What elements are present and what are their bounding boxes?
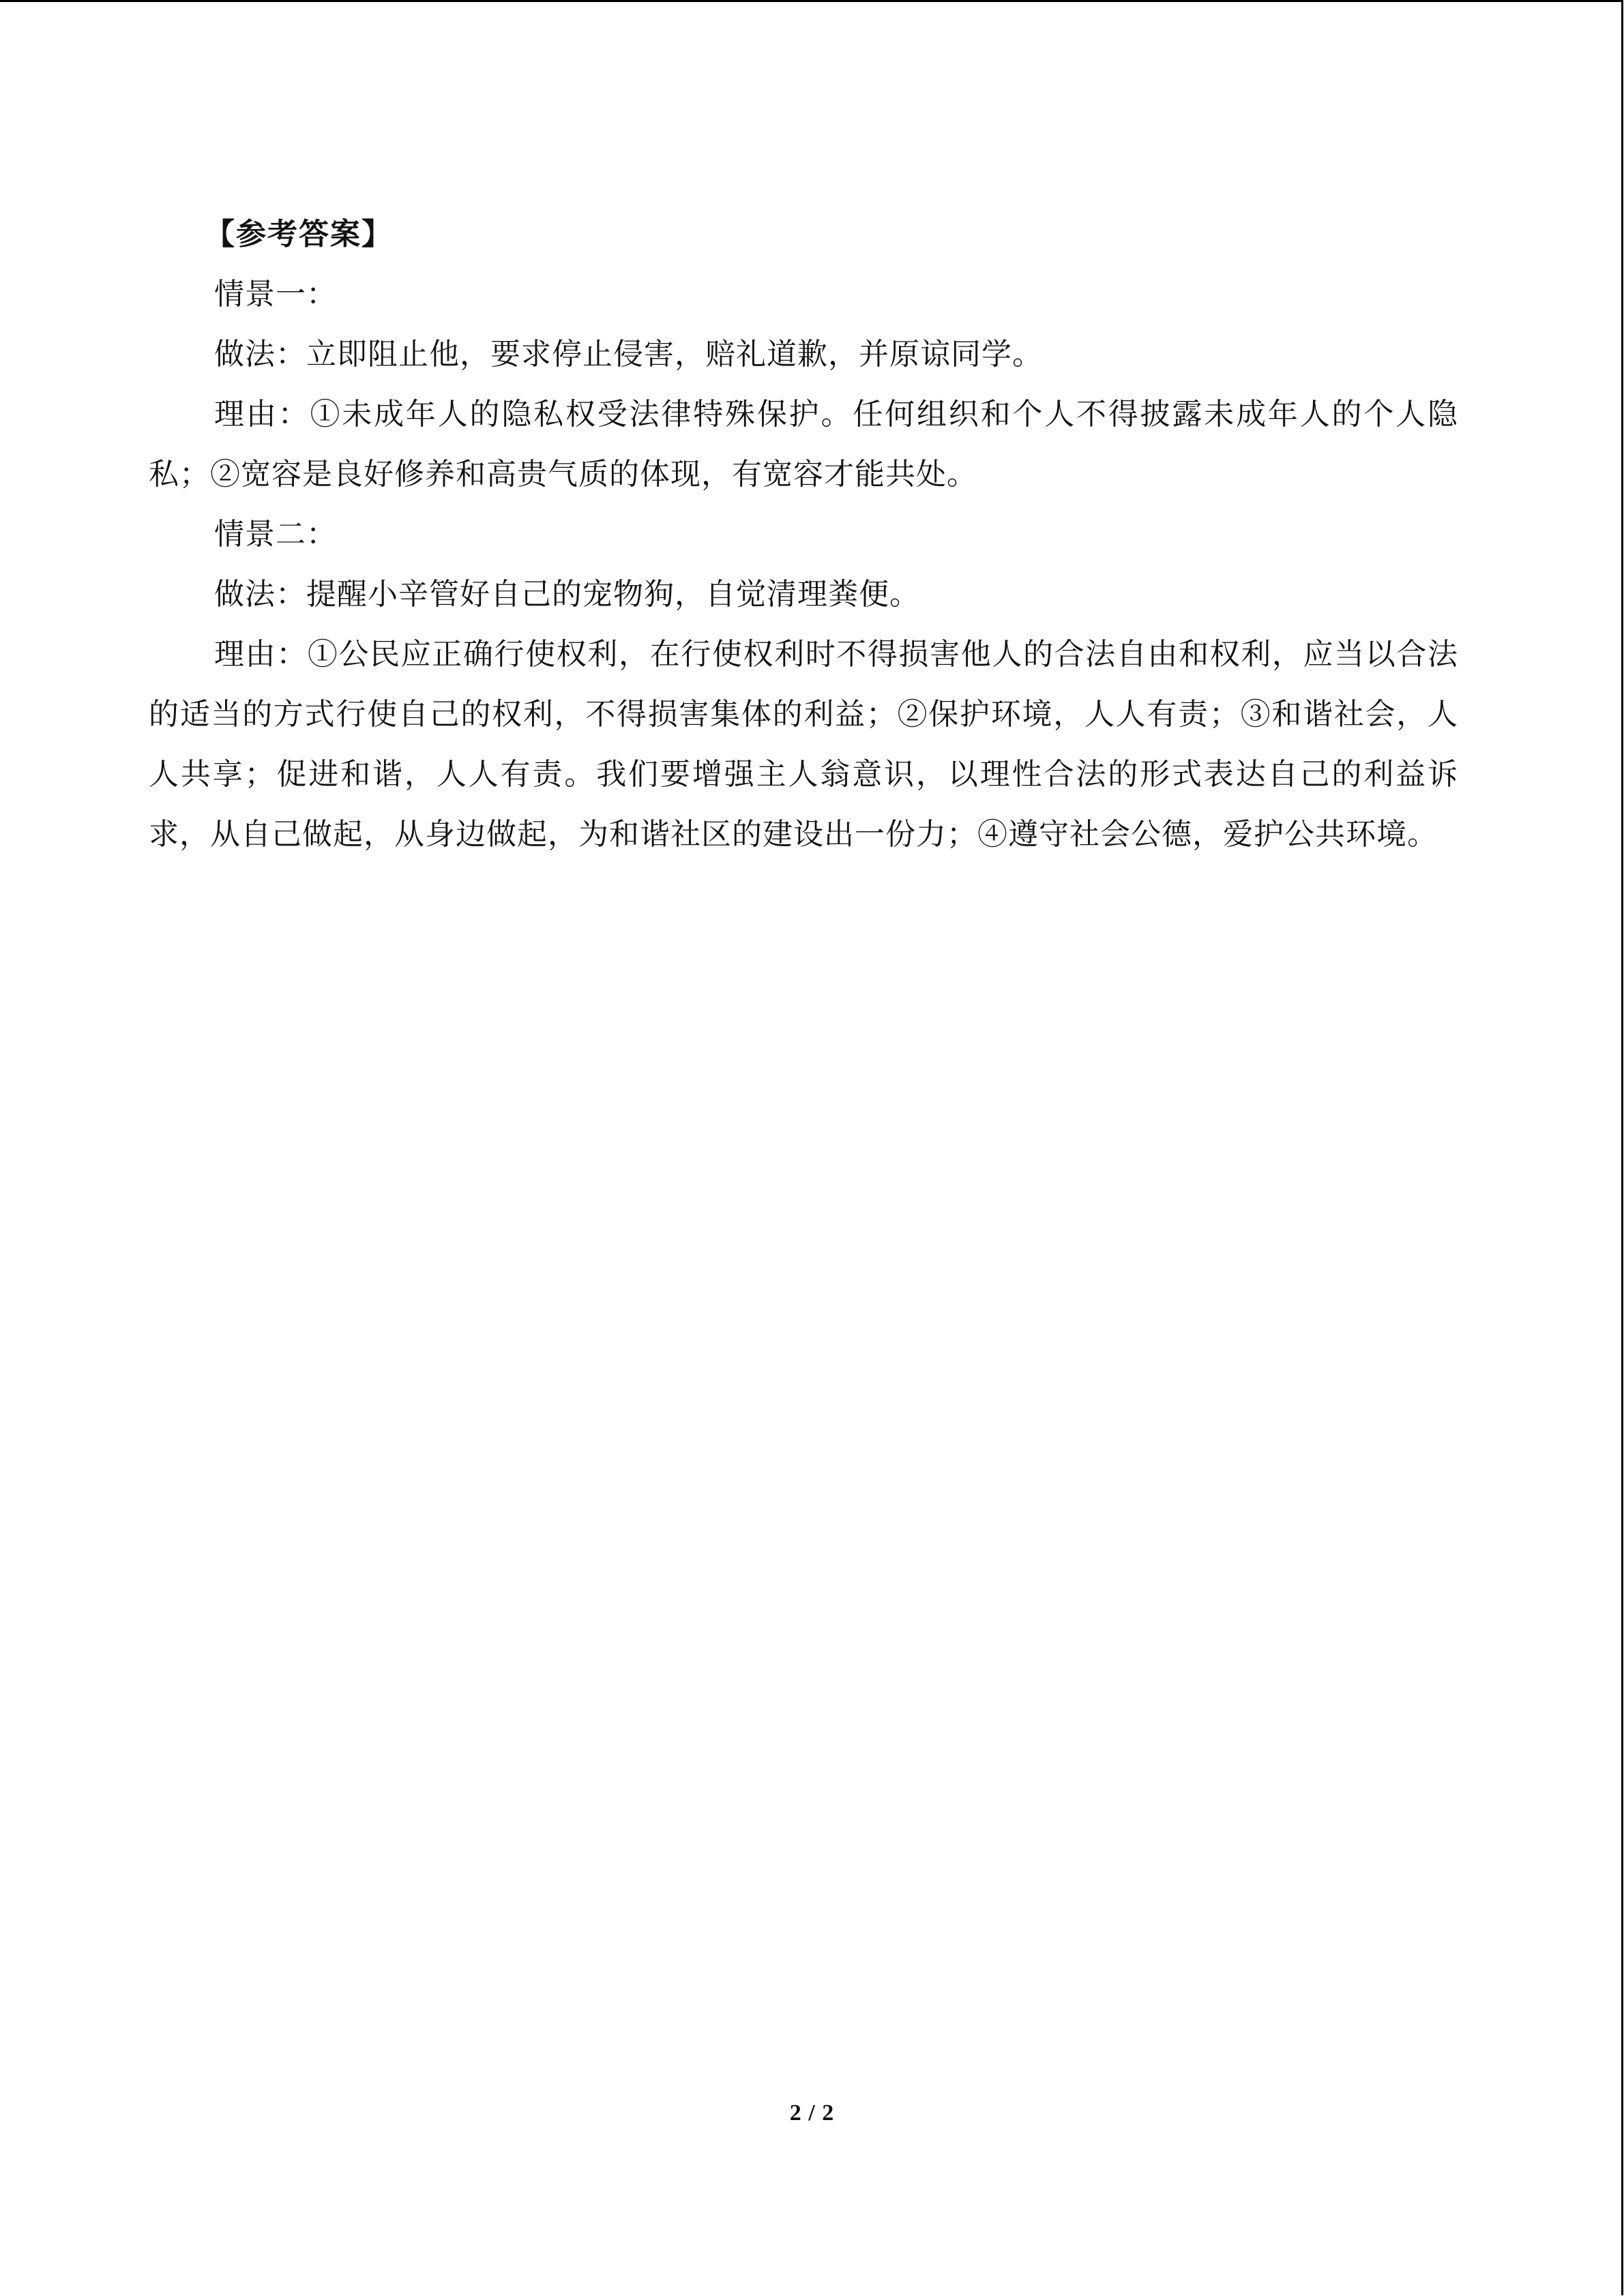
- scenario-one-title: 情景一：: [214, 277, 337, 312]
- answer-heading: 【参考答案】: [205, 217, 393, 252]
- scenario-two-action: 做法：提醒小辛管好自己的宠物狗，自觉清理粪便。: [214, 577, 920, 612]
- scenario-two-reason: 理由：①公民应正确行使权利，在行使权利时不得损害他人的合法自由和权利，应当以合法的适当的方式行使自己的权利，不得损害集体的利益；②保护环境，人人有责；③和谐社会，人人共享；促进和谐，人人有责。我们要增强主人翁意识，以理性合法的形式表达自己的利益诉求，从自己做起，从身边做起，为和谐社区的建设出一份力；④遵守社会公德，爱护公共环境。: [149, 637, 1458, 852]
- document-body: [149, 205, 1458, 865]
- page-number: 2 / 2: [789, 2100, 835, 2126]
- scenario-one-action: 做法：立即阻止他，要求停止侵害，赔礼道歉，并原谅同学。: [214, 337, 1043, 372]
- scenario-one-reason: 理由：①未成年人的隐私权受法律特殊保护。任何组织和个人不得披露未成年人的个人隐私；②宽容是良好修养和高贵气质的体现，有宽容才能共处。: [149, 397, 1458, 492]
- scenario-two-title: 情景二：: [214, 517, 337, 552]
